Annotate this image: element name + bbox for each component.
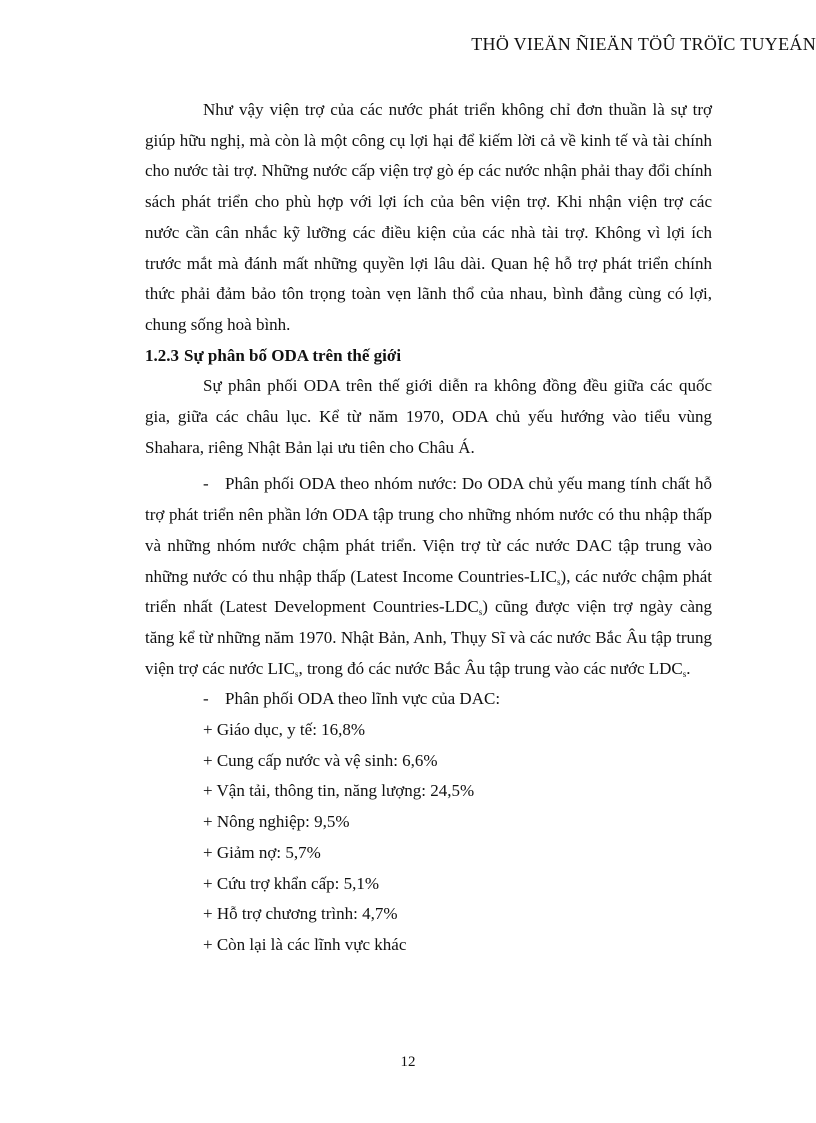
list-item: + Giảm nợ: 5,7%: [203, 842, 321, 862]
section-title: Sự phân bố ODA trên thế giới: [184, 345, 402, 365]
dash-text-part: , trong đó các nước Bắc Âu tập trung vào các nước LDC: [298, 658, 683, 678]
dash-text-part: Phân phối ODA theo nhóm nước: Do ODA chủ yếu mang tính chất hỗ trợ phát triển nên phần lớn ODA tập trung cho những nhóm nước có thu nhập thấp và những nhóm nước chậm phát triển. Viện trợ từ các nước DAC tập trung vào những nước có thu nhập thấp (Latest Income Countries-LIC: [145, 474, 712, 586]
page-header: THÖ VIEÄN ÑIEÄN TÖÛ TRÖÏC TUYEÁN: [471, 34, 816, 54]
list-item: + Hỗ trợ chương trình: 4,7%: [203, 904, 398, 924]
dash-mark: -: [203, 689, 209, 709]
dash-text-part: ) cũng được viện trợ ngày càng tăng kể từ những năm 1970. Nhật Bản, Anh, Thụy Sĩ và các nước Bắc Âu tập trung viện trợ các nước LIC: [145, 597, 712, 678]
subscript: s: [557, 576, 561, 587]
list-item: + Còn lại là các lĩnh vực khác: [203, 934, 407, 954]
dash-item-by-country-group: [145, 469, 712, 684]
dash-text-part: .: [686, 658, 691, 678]
dash-text: Phân phối ODA theo lĩnh vực của DAC:: [225, 689, 501, 709]
list-item: + Cung cấp nước và vệ sinh: 6,6%: [203, 750, 438, 770]
subscript: s: [294, 668, 299, 679]
list-item: + Nông nghiệp: 9,5%: [203, 812, 350, 832]
paragraph-oda-distribution: Sự phân phối ODA trên thế giới diễn ra không đồng đều giữa các quốc gia, giữa các châu lục. Kể từ năm 1970, ODA chủ yếu hướng vào tiểu vùng Shahara, riêng Nhật Bản lại ưu tiên cho Châu Á.: [145, 376, 712, 457]
paragraph-aid-politics: Như vậy viện trợ của các nước phát triển không chỉ đơn thuần là sự trợ giúp hữu nghị, mà còn là một công cụ lợi hại để kiếm lời cả về kinh tế và tài chính cho nước tài trợ. Những nước cấp viện trợ gò ép các nước nhận phải thay đổi chính sách phát triển cho phù hợp với lợi ích của bên viện trợ. Khi nhận viện trợ các nước cần cân nhắc kỹ lưỡng các điều kiện của các nhà tài trợ. Không vì lợi ích trước mắt mà đánh mất những quyền lợi lâu dài. Quan hệ hỗ trợ phát triển chính thức phải đảm bảo tôn trọng toàn vẹn lãnh thổ của nhau, bình đẳng cùng có lợi, chung sống hoà bình.: [145, 100, 712, 334]
dash-mark: -: [203, 474, 209, 494]
list-item: + Giáo dục, y tế: 16,8%: [203, 720, 366, 740]
subscript: s: [478, 607, 483, 618]
dash-text-part: ), các nước chậm phát triển nhất (Latest Development Countries-LDC: [145, 566, 712, 617]
section-number: 1.2.3: [145, 345, 179, 365]
page-content: [145, 95, 712, 961]
dash-item-by-sector: [145, 684, 712, 715]
list-item: + Vận tải, thông tin, năng lượng: 24,5%: [203, 781, 475, 801]
subscript: s: [682, 668, 687, 679]
page-number: 12: [400, 1054, 416, 1070]
list-item: + Cứu trợ khẩn cấp: 5,1%: [203, 873, 380, 893]
section-heading: [145, 341, 712, 372]
